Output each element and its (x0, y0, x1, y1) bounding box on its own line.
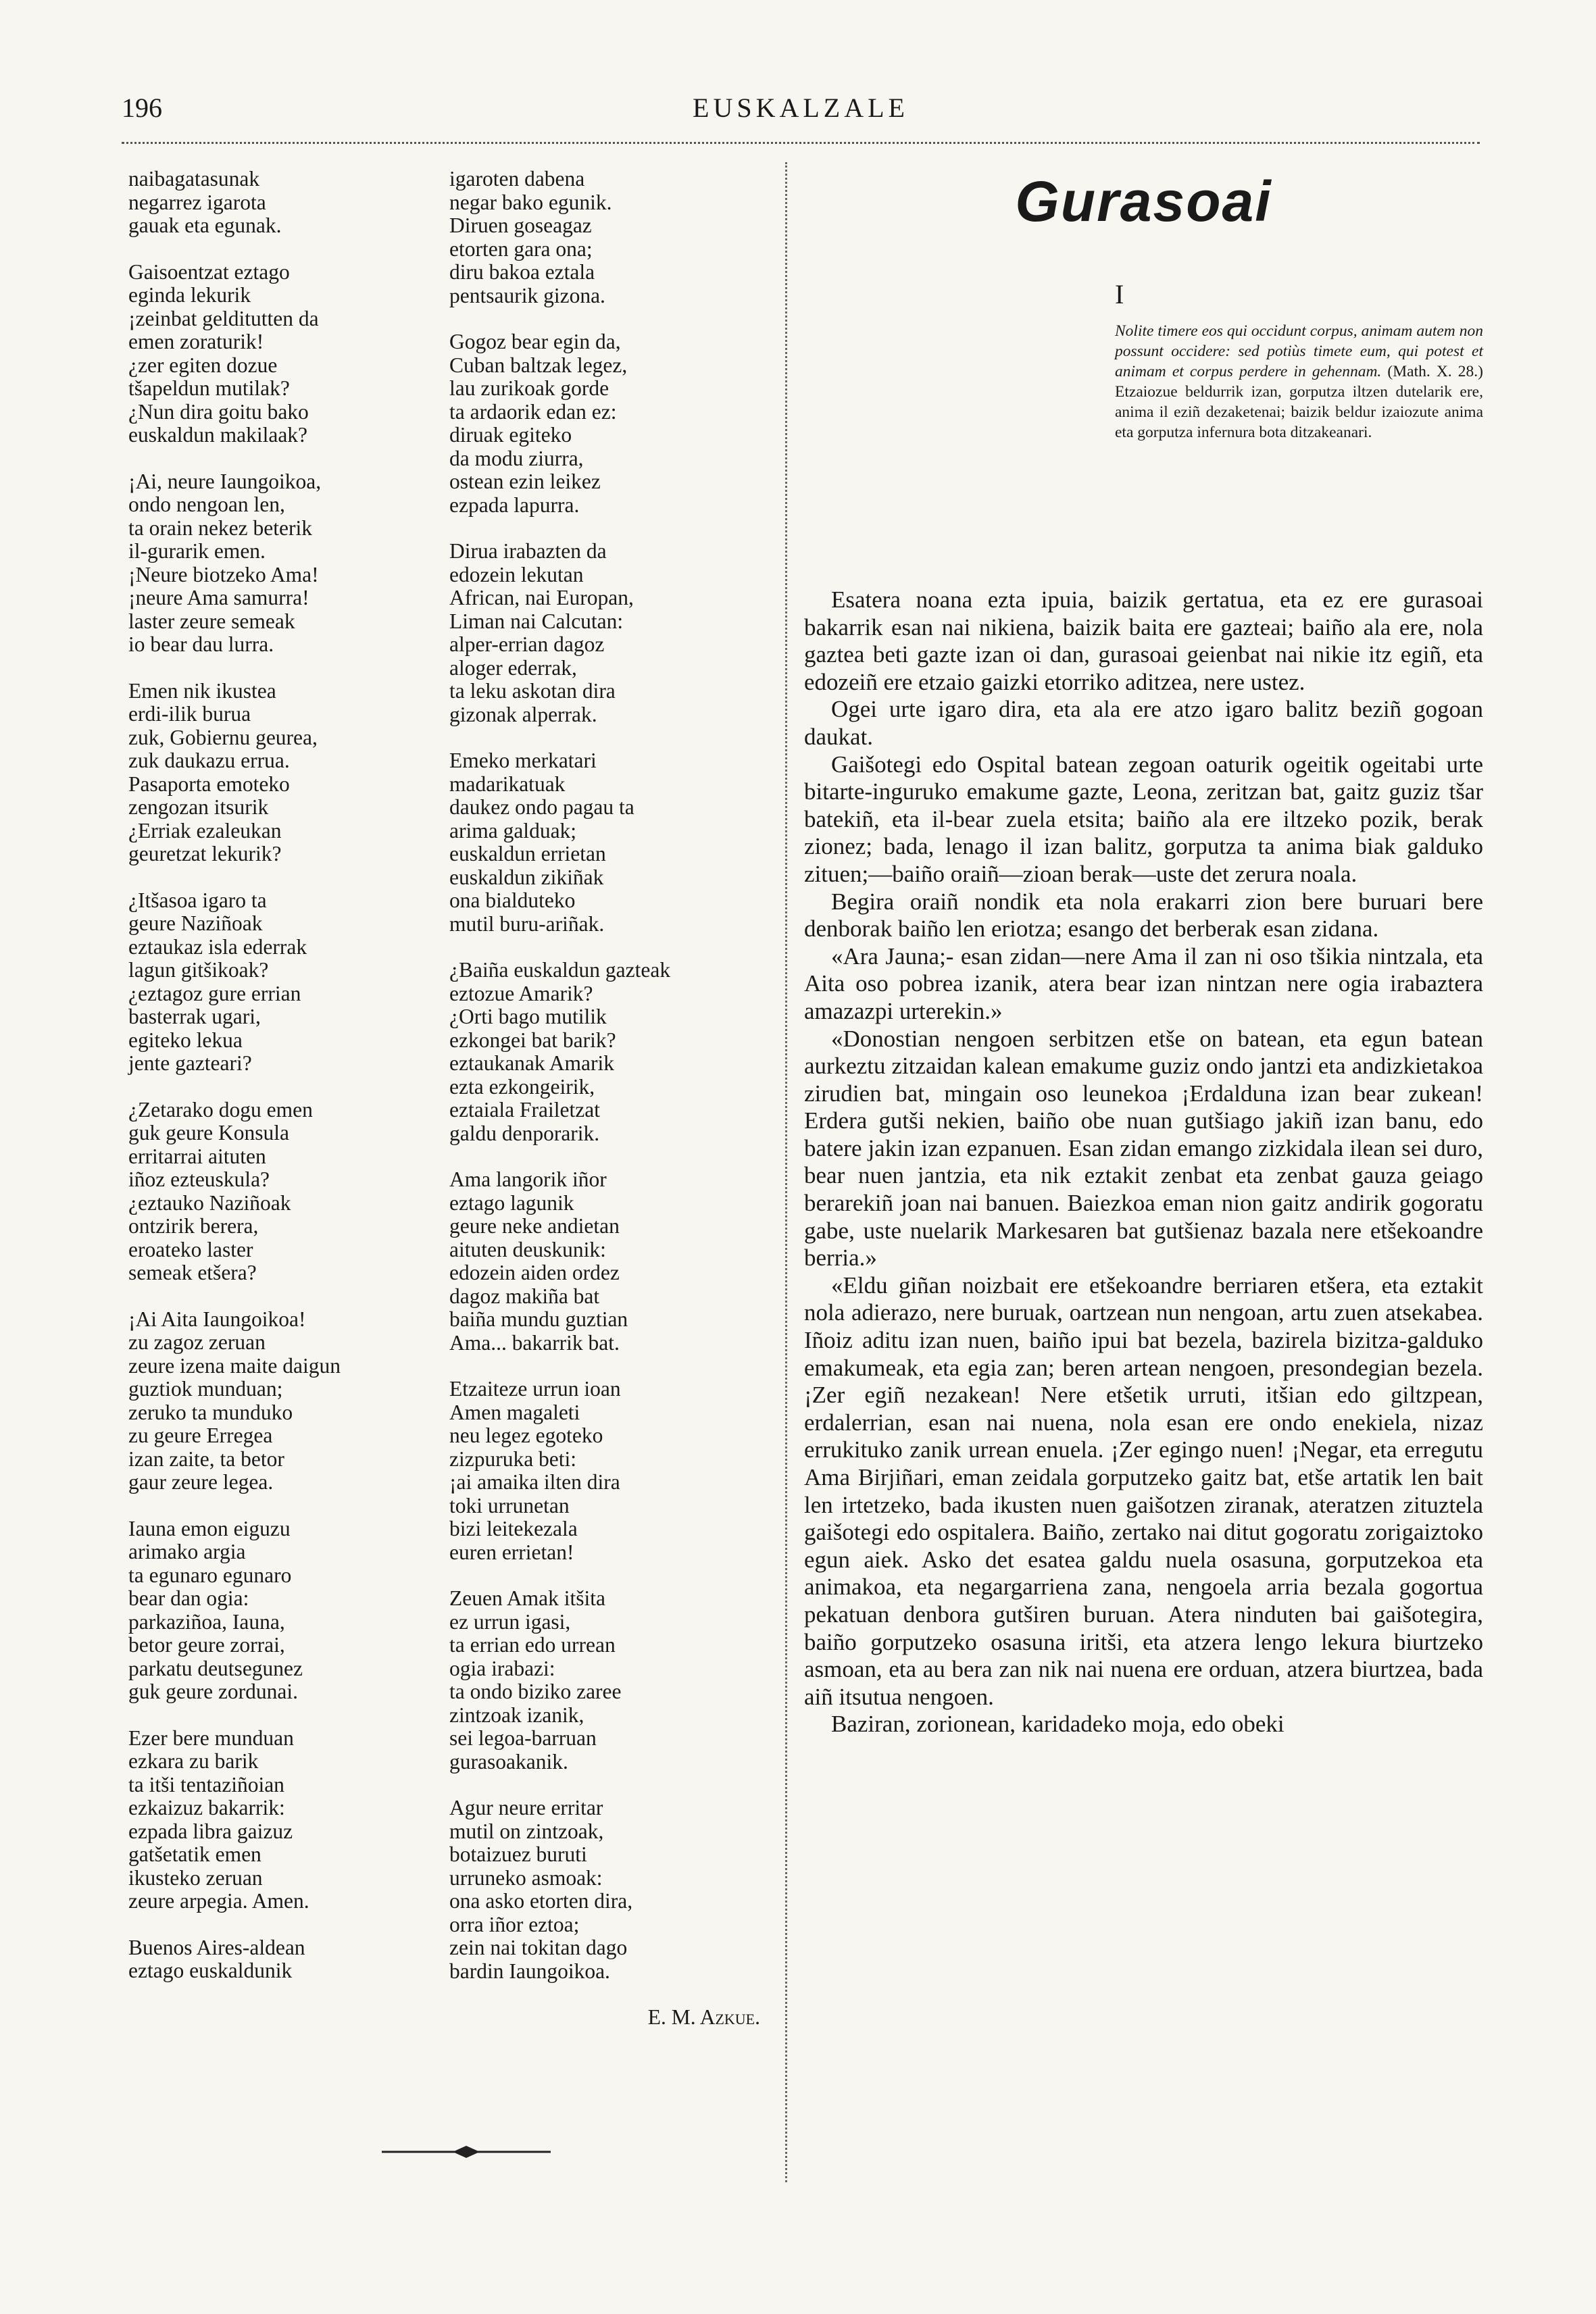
poem-line: laster zeure semeak (128, 609, 295, 633)
poem-line: eroateko laster (128, 1237, 253, 1261)
poem-stanza (449, 330, 774, 517)
poem-line: Cuban baltzak legez, (449, 353, 628, 377)
poem-line: ogia irabazi: (449, 1656, 555, 1680)
poem-line: neu legez egoteko (449, 1424, 603, 1447)
poem-line: eztaukanak Amarik (449, 1051, 615, 1075)
poem-line: zengozan itsurik (128, 795, 269, 819)
poem-line: Agur neure erritar (449, 1796, 603, 1819)
poem-line: ta ardaorik edan ez: (449, 399, 617, 424)
poem-line: ondo nengoan len, (128, 493, 285, 516)
poem-line: betor geure zorrai, (128, 1633, 285, 1657)
poem-line: ez urrun igasi, (449, 1609, 571, 1634)
poem-line: mutil buru-ariñak. (449, 911, 605, 936)
poem-line: ezpada libra gaizuz (128, 1819, 293, 1843)
poem-line: euren errietan! (449, 1540, 574, 1564)
poem-line: alper-errian dagoz (449, 632, 605, 656)
poem-line: ikusteko zeruan (128, 1865, 263, 1890)
epigraph (1115, 321, 1483, 443)
poem-line: Emen nik ikustea (128, 678, 276, 703)
poem-stanza (128, 261, 405, 447)
poem-stanza (128, 1099, 405, 1285)
poem-line: parkaziñoa, Iauna, (128, 1609, 285, 1634)
poem-column-2 (449, 168, 774, 2030)
poem-line: zeure arpegia. Amen. (128, 1889, 309, 1913)
poem-line: diruak egiteko (449, 423, 572, 447)
poem-line: Gogoz bear egin da, (449, 330, 621, 353)
poem-line: zintzoak izanik, (449, 1703, 584, 1727)
poem-line: edozein aiden ordez (449, 1261, 620, 1284)
poem-line: ¡Neure biotzeko Ama! (128, 562, 319, 586)
poem-stanza (449, 959, 774, 1145)
poem-line: erdi-ilik burua (128, 702, 251, 726)
poem-line: ezpada lapurra. (449, 493, 580, 517)
poem-line: geuretzat lekurik? (128, 842, 282, 865)
poem-line: ezkara zu barik (128, 1749, 259, 1773)
poem-line: gaur zeure legea. (128, 1470, 274, 1494)
section-number: I (1115, 279, 1124, 309)
poem-line: lagun gitšikoak? (128, 958, 269, 982)
article-paragraph: «Ara Jauna;- esan zidan—nere Ama il zan ni oso tšikia nintzala, eta Aita oso pobrea izanik, atera bear izan nintzan nere ogia irabaztera amazazpi urterekin.» (804, 942, 1483, 1024)
poem-line: Gaisoentzat eztago (128, 259, 290, 284)
article-paragraph: Ogei urte igaro dira, eta ala ere atzo igaro balitz beziñ gogoan daukat. (804, 696, 1483, 750)
poem-line: African, nai Europan, (449, 586, 634, 609)
poem-line: naibagatasunak (128, 167, 260, 191)
poem-line: arimako argia (128, 1540, 246, 1563)
poem-line: Diruen goseagaz (449, 213, 592, 237)
poem-line: Emeko merkatari (449, 749, 597, 772)
poem-stanza (128, 1517, 405, 1704)
poem-line: zu geure Erregea (128, 1424, 273, 1447)
poem-line: egiteko lekua (128, 1028, 243, 1052)
poem-line: ¡Ai, neure Iaungoikoa, (128, 469, 322, 493)
poem-line: parkatu deutsegunez (128, 1656, 303, 1680)
epigraph-reference: (Math. X. 28.) (1387, 363, 1484, 380)
poem-line: ona bialduteko (449, 888, 576, 912)
poem-line: eztaukaz isla ederrak (128, 934, 307, 959)
poem-line: zeruko ta munduko (128, 1400, 293, 1424)
poem-stanza (128, 470, 405, 657)
poem-line: Ama langorik iñor (449, 1167, 607, 1191)
poem-line: dagoz makiña bat (449, 1284, 600, 1308)
poem-line: ¡Ai Aita Iaungoikoa! (128, 1307, 306, 1331)
poem-stanza (128, 168, 405, 238)
poem-line: diru bakoa eztala (449, 260, 595, 284)
poem-line: guk geure Konsula (128, 1121, 289, 1145)
poem-line: eztago lagunik (449, 1190, 574, 1215)
poem-line: izan zaite, ta betor (128, 1447, 284, 1471)
running-head: EUSKALZALE (693, 93, 909, 123)
poem-line: madarikatuak (449, 772, 566, 796)
poem-line: euskaldun errietan (449, 842, 606, 865)
poem-line: Ezer bere munduan (128, 1726, 294, 1750)
poem-stanza (128, 1727, 405, 1913)
poem-line: arima galduak; (449, 818, 577, 842)
poem-line: ta errian edo urrean (449, 1633, 616, 1657)
page-number: 196 (122, 93, 162, 123)
poem-line: Buenos Aires-aldean (128, 1935, 305, 1959)
poem-line: ¡ai amaika ilten dira (449, 1470, 620, 1494)
poem-stanza (449, 1796, 774, 1983)
poem-line: ezkaizuz bakarrik: (128, 1796, 285, 1819)
poem-line: semeak etšera? (128, 1261, 257, 1284)
header-rule (122, 142, 1480, 144)
article-paragraph: Esatera noana ezta ipuia, baizik gertatua, eta ez ere gurasoai bakarrik esan nai nikiena, baizik baita ere gazteai; baiño ala ere, nola gaztea beti gazte izan oi dan, gurasoai geienbat nai nikie itz egiñ, eta edozeiñ ere etzaio gaizki etorriko aditzea, nere ustez. (804, 586, 1483, 695)
poem-line: ¡zeinbat gelditutten da (128, 306, 319, 330)
poem-line: Zeuen Amak itšita (449, 1586, 605, 1610)
poem-line: emen zoraturik! (128, 330, 264, 353)
article-body (804, 586, 1483, 1738)
poem-line: edozein lekutan (449, 562, 584, 586)
poem-line: bizi leitekezala (449, 1517, 578, 1540)
poem-line: tšapeldun mutilak? (128, 376, 290, 400)
poem-line: botaizuez buruti (449, 1842, 587, 1866)
poem-line: lau zurikoak gorde (449, 376, 609, 400)
poem-line: ¿eztauko Naziñoak (128, 1190, 291, 1215)
poem-line: eztaiala Frailetzat (449, 1098, 600, 1122)
poem-stanza (449, 1378, 774, 1564)
poem-stanza (449, 1587, 774, 1774)
poem-line: Liman nai Calcutan: (449, 609, 624, 633)
poem-line: geure neke andietan (449, 1214, 620, 1238)
poem-line: galdu denporarik. (449, 1121, 600, 1145)
poem-line: zuk daukazu errua. (128, 749, 290, 772)
poem-stanza (449, 540, 774, 726)
poem-line: ostean ezin leikez (449, 470, 601, 493)
poem-line: ezta ezkongeirik, (449, 1074, 595, 1099)
poem-line: ¿Erriak ezaleukan (128, 818, 282, 842)
poem-line: ¿Orti bago mutilik (449, 1005, 607, 1028)
poem-line: il-gurarik emen. (128, 539, 266, 563)
poem-line: ta orain nekez beterik (128, 515, 312, 540)
poem-line: Dirua irabazten da (449, 539, 607, 563)
poem-stanza (449, 1168, 774, 1355)
poem-stanza (128, 1308, 405, 1494)
poem-line: geure Naziñoak (128, 911, 263, 935)
poem-line: guztiok munduan; (128, 1377, 283, 1401)
poem-line: iñoz ezteuskula? (128, 1167, 270, 1191)
poem-line: aloger ederrak, (449, 655, 577, 680)
poem-line: bardin Iaungoikoa. (449, 1959, 610, 1983)
poem-line: io bear dau lurra. (128, 632, 274, 656)
poem-line: toki urrunetan (449, 1493, 570, 1517)
poem-line: ¡neure Ama samurra! (128, 586, 309, 609)
poem-line: ¿Nun dira goitu bako (128, 399, 309, 424)
poem-stanza (449, 168, 774, 307)
poem-line: ta egunaro egunaro (128, 1563, 292, 1587)
poem-line: basterrak ugari, (128, 1005, 261, 1028)
poem-line: gizonak alperrak. (449, 702, 597, 726)
column-rule (785, 162, 787, 2182)
poem-line: eginda lekurik (128, 283, 251, 307)
poem-line: ¿Zetarako dogu emen (128, 1097, 313, 1122)
page-header (122, 92, 1480, 132)
poem-line: ta ondo biziko zaree (449, 1680, 622, 1703)
poem-line: eztozue Amarik? (449, 981, 593, 1005)
article-paragraph: Baziran, zorionean, karidadeko moja, edo obeki (831, 1711, 1285, 1738)
poem-line: ona asko etorten dira, (449, 1889, 633, 1913)
poem-line: guk geure zordunai. (128, 1680, 299, 1703)
article-paragraph: «Donostian nengoen serbitzen etše on batean, eta egun batean aurkeztu zitzaidan kalean emakume guziz ondo jantzi eta andizkietakoa zirudien bat, mingain oso leunekoa ¡Erdalduna izan bear zukean! Erdera gutši nekien, baiño obe nuan gutšiago jakiñ izan banu, edo batere jakin izan ezpanuen. Esan zidan emango zizkidala ilean sei duro, bear nuen jantzia, eta nik eztakit zenbat eta zenbat gauza geiago berarekiñ joan nai banuen. Baiezkoa eman nion gaitz andirik gogoratu gabe, uste nuelarik Markesaren bat gutšienaz bazala nere etšekoandre berria.» (804, 1025, 1483, 1272)
poem-line: zeure izena maite daigun (128, 1353, 341, 1378)
poem-line: Etzaiteze urrun ioan (449, 1377, 621, 1401)
article-paragraph: Gaišotegi edo Ospital batean zegoan oaturik ogeitik ogeitabi urte bitarte-inguruko emakume gazte, Leona, zeritzan bat, gaitz guziz tšar batekiñ, eta il-bear zuela etsita; baiño ala ere iltzeko pozik, berak zionez; bada, lenago il izan balitz, gorputza ta anima biak galduko zituen;—baiño oraiñ—zioan berak—uste det zerura noala. (804, 751, 1483, 887)
poem-line: jente gazteari? (128, 1051, 252, 1075)
poem-line: euskaldun makilaak? (128, 423, 308, 447)
poem-column-1 (128, 168, 405, 2006)
poem-line: zu zagoz zeruan (128, 1330, 266, 1354)
poem-stanza (128, 1936, 405, 1983)
poem-line: Iauna emon eiguzu (128, 1516, 291, 1540)
poem-line: negarrez igarota (128, 190, 266, 214)
poem-line: da modu ziurra, (449, 446, 584, 470)
poem-line: euskaldun zikiñak (449, 865, 604, 889)
poem-line: bear dan ogia: (128, 1586, 249, 1610)
epigraph-translation: Etzaiozue beldurrik izan, gorputza iltzen dutelarik ere, anima il eziñ dezaketenai; baizik beldur izaiozute anima eta gorputza infernura bota ditzakeanari. (1115, 383, 1483, 441)
poem-line: eztago euskaldunik (128, 1959, 293, 1982)
article-paragraph: «Eldu giñan noizbait ere etšekoandre berriaren etšera, eta eztakit nola adierazo, nere buruak, oartzean nun nengoan, artu zuen atsekabea. Iñoiz aditu izan nuen, baiño ipui bat bezela, bazirela bizitza-galduko emakumeak, eta egia zan; beren artean nengoen, presondegian bezela. ¡Zer egiñ nezakean! Nere etšetik urruti, itšian edo giltzpean, erdalerrian, esan nai nuena, nola esan ere ondo enekiela, nizaz errukituko zanik urrean enuela. ¡Zer egingo nuen! ¡Negar, eta erregutu Ama Birjiñari, eman zeidala gorputzeko gaitz bat, etše artatik len bait len irtetzeko, bada ikusten nuen gaišotzen ziranak, ateratzen zituztela gaišotegi edo ospitalera. Baiño, zertako nai ditut gogoratu zorigaiztoko egun aiek. Asko det esatea galdu nuela osasuna, gorputzekoa eta animakoa, eta negargarriena zana, nengoela arria bezala gogortua pekatuan denbora gutširen buruan. Atera ninduten bai gaišotegira, baiño gorputzeko osasuna iritši, eta atzera lengo lekura biurtzeko asmoan, eta au bera zan nik nai nuena ere orduan, atzera biurtzea, bada aiñ itsutua nengoen. (804, 1272, 1483, 1710)
poem-line: gauak eta egunak. (128, 213, 282, 237)
poem-line: ¿eztagoz gure errian (128, 981, 301, 1005)
poem-line: urruneko asmoak: (449, 1865, 603, 1890)
poem-line: igaroten dabena (449, 167, 585, 191)
poem-signature: E. M. Azkue. (647, 2005, 760, 2029)
poem-line: daukez ondo pagau ta (449, 795, 634, 819)
poem-line: sei legoa-barruan (449, 1726, 597, 1750)
poem-line: ¿Itšasoa igaro ta (128, 888, 267, 912)
epigraph-latin: Nolite timere eos qui occidunt corpus, animam autem non possunt occidere: sed potiùs timete eum, qui potest et animam et corpus perdere in gehennam. (1115, 322, 1483, 380)
poem-line: ¿zer egiten dozue (128, 353, 278, 377)
poem-line: Ama... bakarrik bat. (449, 1330, 620, 1355)
poem-stanzas (449, 168, 774, 1983)
poem-line: ontzirik berera, (128, 1214, 259, 1238)
poem-line: aituten deuskunik: (449, 1237, 606, 1261)
poem-line: zuk, Gobiernu geurea, (128, 725, 318, 749)
poem-line: ta itši tentaziñoian (128, 1772, 284, 1796)
poem-stanza (128, 680, 405, 866)
poem-stanza (449, 749, 774, 936)
poem-line: erritarrai aituten (128, 1144, 266, 1168)
ornament-divider (378, 2142, 554, 2162)
poem-line: zizpuruka beti: (449, 1447, 577, 1471)
poem-line: Pasaporta emoteko (128, 772, 290, 796)
poem-line: etorten gara ona; (449, 236, 593, 261)
poem-line: baiña mundu guztian (449, 1307, 628, 1331)
poem-line: mutil on zintzoak, (449, 1819, 604, 1843)
poem-line: ta leku askotan dira (449, 679, 616, 703)
poem-line: zein nai tokitan dago (449, 1936, 628, 1959)
article-paragraph: Begira oraiñ nondik eta nola erakarri zion bere buruari bere denborak baiño len eriotza; esango det berberak esan zidana. (804, 888, 1483, 942)
poem-line: gurasoakanik. (449, 1749, 568, 1774)
poem-line: orra iñor eztoa; (449, 1912, 580, 1936)
poem-line: pentsaurik gizona. (449, 283, 605, 307)
poem-line: ezkongei bat barik? (449, 1028, 616, 1052)
article-title: Gurasoai (1015, 170, 1272, 233)
poem-line: gatšetatik emen (128, 1842, 261, 1866)
poem-line: Amen magaleti (449, 1400, 580, 1424)
poem-stanza (128, 889, 405, 1076)
poem-line: ¿Baiña euskaldun gazteak (449, 958, 671, 982)
poem-line: negar bako egunik. (449, 190, 612, 214)
